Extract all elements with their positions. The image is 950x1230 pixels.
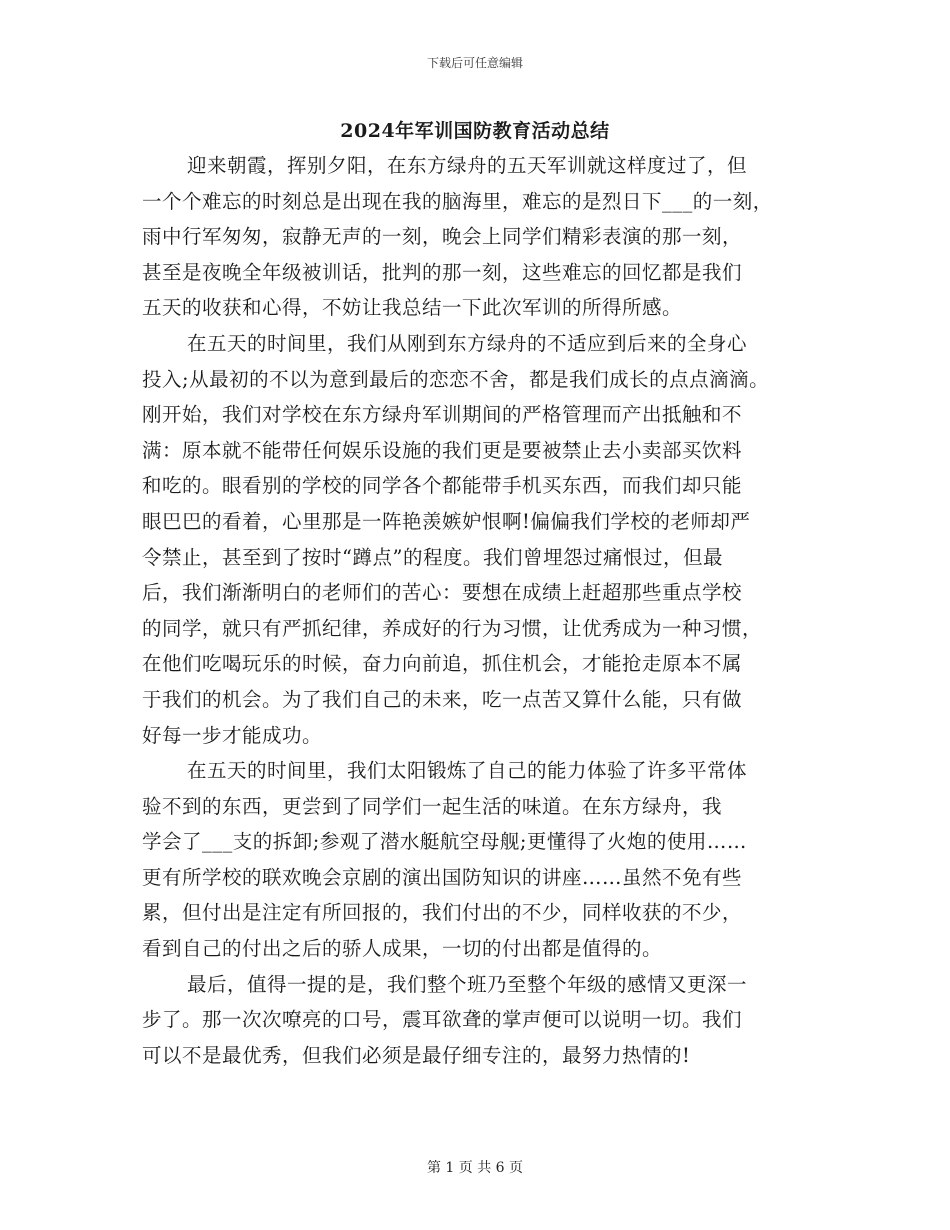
body-text-line: 甚至是夜晚全年级被训话，批判的那一刻，这些难忘的回忆都是我们 [142,260,743,284]
body-text-line: 更有所学校的联欢晚会京剧的演出国防知识的讲座……虽然不免有些 [142,865,743,889]
body-text-line: 雨中行军匆匆，寂静无声的一刻，晚会上同学们精彩表演的那一刻， [142,225,743,249]
body-text-line: 迎来朝霞，挥别夕阳，在东方绿舟的五天军训就这样度过了，但 [187,154,748,177]
body-text-line: 好每一步才能成功。 [142,723,323,747]
body-text-line: 在五天的时间里，我们从刚到东方绿舟的不适应到后来的全身心 [187,331,748,355]
body-text-line: 眼巴巴的看着，心里那是一阵艳羡嫉妒恨啊!偏偏我们学校的老师却严 [142,509,751,533]
body-text-line: 在他们吃喝玩乐的时候，奋力向前追，抓住机会，才能抢走原本不属 [142,652,743,676]
body-text-line: 刚开始，我们对学校在东方绿舟军训期间的严格管理而产出抵触和不 [142,403,743,427]
body-text-line: 满：原本就不能带任何娱乐设施的我们更是要被禁止去小卖部买饮料 [142,438,743,462]
body-text-line: 和吃的。眼看别的学校的同学各个都能带手机买东西，而我们却只能 [142,474,743,498]
body-text-line: 五天的收获和心得，不妨让我总结一下此次军训的所得所感。 [142,296,683,320]
body-text-line: 可以不是最优秀，但我们必须是最仔细专注的，最努力热情的! [142,1043,691,1067]
body-text-line: 令禁止，甚至到了按时“蹲点”的程度。我们曾埋怨过痛恨过，但最 [142,545,723,569]
page-number: 第 1 页 共 6 页 [426,1160,524,1176]
body-text-line: 的同学，就只有严抓纪律，养成好的行为习惯，让优秀成为一种习惯， [142,616,763,640]
body-text-line: 最后，值得一提的是，我们整个班乃至整个年级的感情又更深一 [187,972,748,996]
document-body [142,148,814,1073]
body-text-line: 后，我们渐渐明白的老师们的苦心：要想在成绩上赶超那些重点学校 [142,581,743,605]
document-title: 2024年军训国防教育活动总结 [340,120,610,142]
body-text-line: 投入;从最初的不以为意到最后的恋恋不舍，都是我们成长的点点滴滴。 [142,367,770,391]
body-text-line: 步了。那一次次嘹亮的口号，震耳欲聋的掌声便可以说明一切。我们 [142,1008,743,1032]
body-text-line: 在五天的时间里，我们太阳锻炼了自己的能力体验了许多平常体 [187,759,748,783]
body-text-line: 一个个难忘的时刻总是出现在我的脑海里，难忘的是烈日下___的一刻， [142,189,773,213]
body-text-line: 看到自己的付出之后的骄人成果，一切的付出都是值得的。 [142,937,663,961]
body-text-line: 于我们的机会。为了我们自己的未来，吃一点苦又算什么能，只有做 [142,687,743,711]
body-text-line: 验不到的东西，更尝到了同学们一起生活的味道。在东方绿舟，我 [142,794,723,818]
body-text-line: 累，但付出是注定有所回报的，我们付出的不少，同样收获的不少， [142,901,743,925]
body-text-line: 学会了___支的拆卸;参观了潜水艇航空母舰;更懂得了火炮的使用…… [142,830,747,854]
page-header-note: 下载后可任意编辑 [426,56,523,70]
